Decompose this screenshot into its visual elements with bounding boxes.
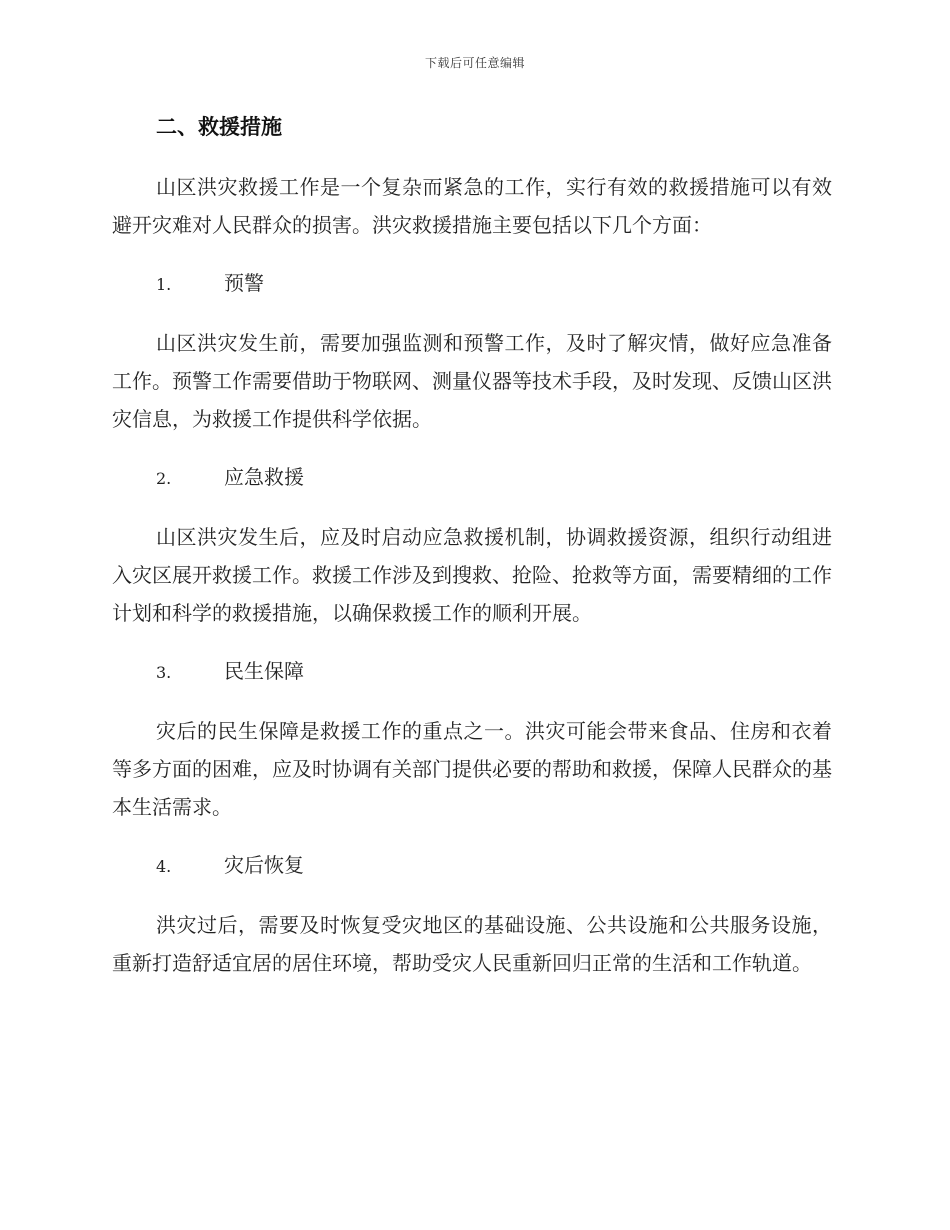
header-note: 下载后可任意编辑 [424, 56, 525, 70]
item-body-1: 山区洪灾发生前，需要加强监测和预警工作，及时了解灾情，做好应急准备工作。预警工作需要借助于物联网、测量仪器等技术手段，及时发现、反馈山区洪灾信息，为救援工作提供科学依据。 [112, 331, 832, 431]
item-body-4: 洪灾过后，需要及时恢复受灾地区的基础设施、公共设施和公共服务设施，重新打造舒适宜居的居住环境，帮助受灾人民重新回归正常的生活和工作轨道。 [112, 913, 832, 975]
item-number: 3. [156, 663, 172, 682]
item-label: 应急救援 [224, 465, 304, 489]
item-heading-2 [112, 458, 832, 498]
item-body-3: 灾后的民生保障是救援工作的重点之一。洪灾可能会带来食品、住房和衣着等多方面的困难，应及时协调有关部门提供必要的帮助和救援，保障人民群众的基本生活需求。 [112, 719, 832, 819]
document-content [112, 112, 832, 982]
item-body-2: 山区洪灾发生后，应及时启动应急救援机制，协调救援资源，组织行动组进入灾区展开救援工作。救援工作涉及到搜救、抢险、抢救等方面，需要精细的工作计划和科学的救援措施，以确保救援工作的顺利开展。 [112, 525, 832, 625]
section-title: 二、救援措施 [156, 115, 282, 139]
intro-paragraph: 山区洪灾救援工作是一个复杂而紧急的工作，实行有效的救援措施可以有效避开灾难对人民群众的损害。洪灾救援措施主要包括以下几个方面： [112, 175, 832, 237]
item-number: 2. [156, 469, 172, 488]
item-label: 预警 [224, 271, 264, 295]
item-number: 4. [156, 857, 172, 876]
item-heading-1 [112, 264, 832, 304]
item-number: 1. [156, 275, 172, 294]
item-label: 民生保障 [224, 659, 304, 683]
item-heading-3 [112, 652, 832, 692]
item-label: 灾后恢复 [224, 853, 304, 877]
item-heading-4 [112, 846, 832, 886]
